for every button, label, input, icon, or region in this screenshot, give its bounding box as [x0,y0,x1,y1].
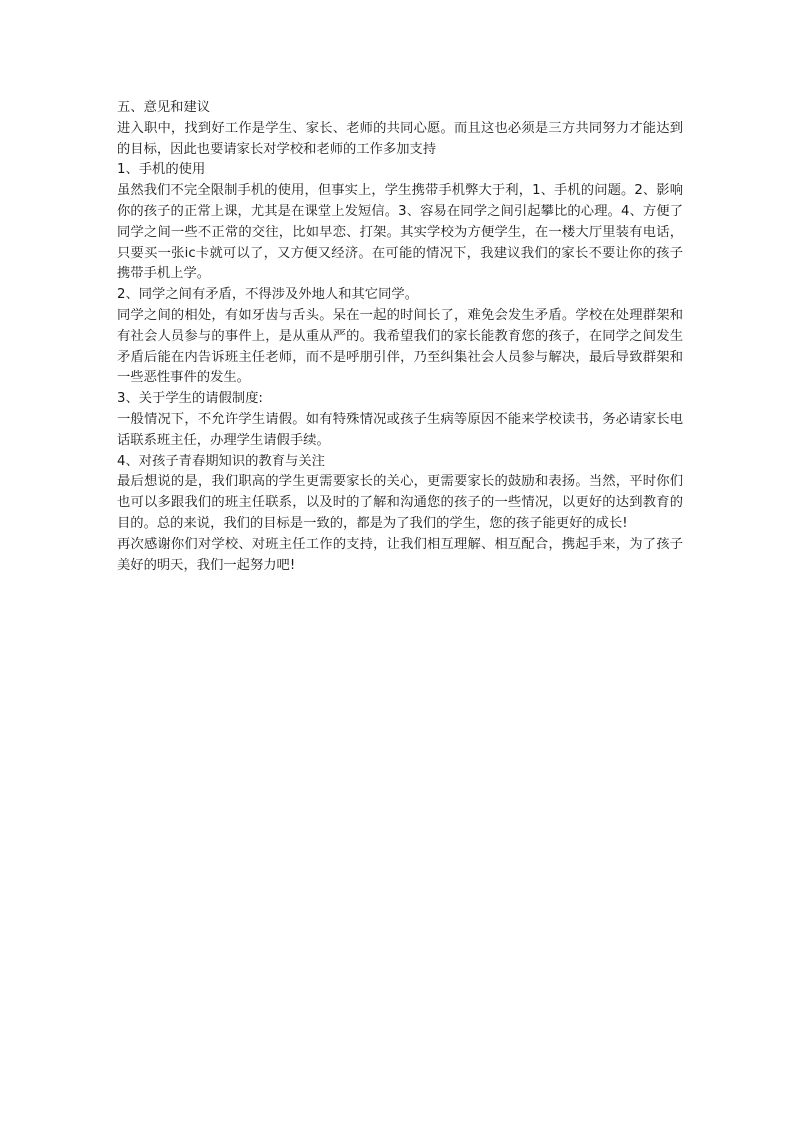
intro-paragraph: 进入职中，找到好工作是学生、家长、老师的共同心愿。而且这也必须是三方共同努力才能达到的目标，因此也要请家长对学校和老师的工作多加支持 [117,120,683,157]
paragraph-adolescence: 最后想说的是，我们职高的学生更需要家长的关心，更需要家长的鼓励和表扬。当然，平时你们也可以多跟我们的班主任联系，以及时的了解和沟通您的孩子的一些情况，以更好的达到教育的目的。总的来说，我们的目标是一致的，都是为了我们的学生，您的孩子能更好的成长! [117,474,683,531]
subheading-conflicts: 2、同学之间有矛盾，不得涉及外地人和其它同学。 [117,287,418,303]
subheading-adolescence: 4、对孩子青春期知识的教育与关注 [117,453,325,469]
section-heading: 五、意见和建议 [117,100,211,115]
document-page [117,98,683,576]
subheading-leave-policy: 3、关于学生的请假制度: [117,391,263,407]
paragraph-leave-policy: 一般情况下，不允许学生请假。如有特殊情况或孩子生病等原因不能来学校读书，务必请家长电话联系班主任，办理学生请假手续。 [117,411,683,448]
subheading-phone-use: 1、手机的使用 [117,162,206,178]
paragraph-phone-use: 虽然我们不完全限制手机的使用，但事实上，学生携带手机弊大于利，1、手机的问题。2、影响你的孩子的正常上课，尤其是在课堂上发短信。3、容易在同学之间引起攀比的心理。4、方便了同学之间一些不正常的交往，比如早恋、打架。其实学校为方便学生，在一楼大厅里装有电话，只要买一张ic卡就可以了，又方便又经济。在可能的情况下，我建议我们的家长不要让你的孩子携带手机上学。 [117,183,683,282]
paragraph-conflicts: 同学之间的相处，有如牙齿与舌头。呆在一起的时间长了，难免会发生矛盾。学校在处理群架和有社会人员参与的事件上，是从重从严的。我希望我们的家长能教育您的孩子，在同学之间发生矛盾后能在内告诉班主任老师，而不是呼朋引伴，乃至纠集社会人员参与解决，最后导致群架和一些恶性事件的发生。 [117,307,683,386]
closing-paragraph: 再次感谢你们对学校、对班主任工作的支持，让我们相互理解、相互配合，携起手来，为了孩子美好的明天，我们一起努力吧! [117,536,683,573]
